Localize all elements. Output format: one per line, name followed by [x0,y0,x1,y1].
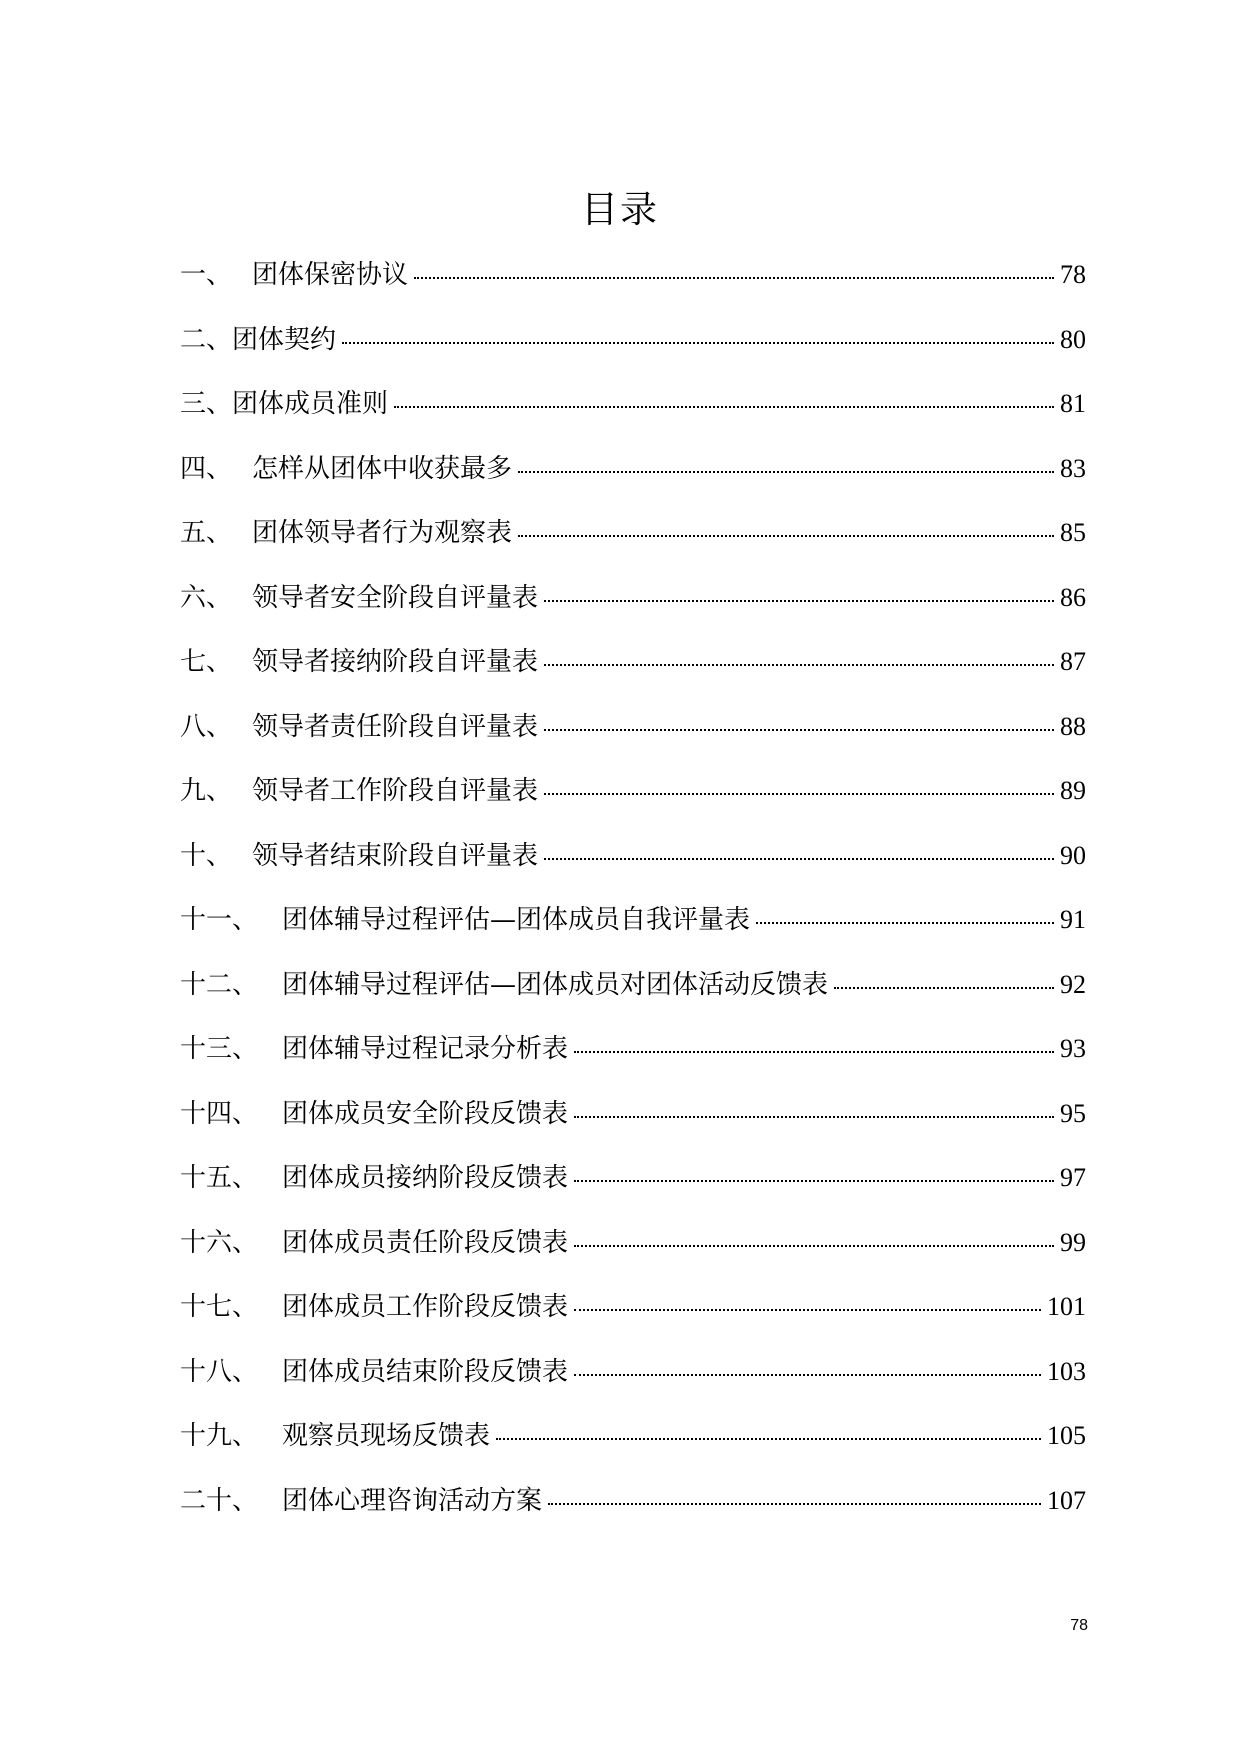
toc-entry-page: 88 [1060,711,1086,741]
toc-entry-number: 九、 [180,776,233,806]
toc-entry-page: 86 [1060,582,1086,612]
dot-leader [342,342,1054,344]
toc-entry-page: 107 [1047,1485,1086,1515]
dot-leader [574,1180,1054,1182]
toc-entry-page: 89 [1060,776,1086,805]
toc-entry[interactable] [180,963,1086,1028]
toc-entry-page: 80 [1060,324,1086,354]
footer-page-number: 78 [1070,1617,1088,1634]
toc-entry-title: 团体成员工作阶段反馈表 [282,1292,569,1322]
toc-entry-title: 领导者工作阶段自评量表 [252,776,539,806]
toc-entry[interactable] [180,834,1086,899]
toc-entry-title: 团体成员结束阶段反馈表 [282,1356,569,1387]
toc-entry-title: 领导者安全阶段自评量表 [252,582,539,613]
toc-entry[interactable] [180,640,1086,705]
toc-entry[interactable] [180,1285,1086,1350]
dot-leader [544,793,1054,795]
dot-leader [548,1503,1041,1505]
toc-entry-number: 十一、 [180,905,259,935]
toc-entry[interactable] [180,382,1086,447]
toc-entry-title: 团体成员安全阶段反馈表 [282,1098,569,1129]
toc-entry-page: 83 [1060,453,1086,483]
toc-entry[interactable] [180,898,1086,963]
toc-entry[interactable] [180,1414,1086,1479]
dot-leader [574,1245,1054,1247]
toc-entry-page: 87 [1060,647,1086,676]
toc-entry-title: 领导者结束阶段自评量表 [252,840,539,871]
dot-leader [544,729,1054,731]
toc-entry-title: 团体领导者行为观察表 [252,518,513,548]
toc-entry-number: 十四、 [180,1098,259,1129]
toc-entry-number: 五、 [180,518,233,548]
toc-entry-title: 团体成员接纳阶段反馈表 [282,1163,569,1193]
toc-entry[interactable] [180,576,1086,641]
toc-entry-title: 团体成员准则 [232,389,389,419]
toc-entry[interactable] [180,1156,1086,1221]
dot-leader [544,600,1054,602]
toc-entry-page: 91 [1060,905,1086,934]
toc-entry-page: 101 [1047,1292,1086,1321]
toc-entry-title: 团体辅导过程记录分析表 [282,1034,569,1064]
toc-entry[interactable] [180,1221,1086,1286]
toc-entry-number: 六、 [180,582,233,613]
toc-entry-number: 二十、 [180,1485,259,1516]
toc-entry-title: 团体保密协议 [252,260,409,290]
dot-leader [544,664,1054,666]
toc-entry-number: 十三、 [180,1034,259,1064]
toc-entry[interactable] [180,1479,1086,1544]
toc-entry-title: 观察员现场反馈表 [282,1421,491,1451]
toc-entry-number: 十五、 [180,1163,259,1193]
dot-leader [394,406,1054,408]
toc-entry[interactable] [180,447,1086,512]
toc-entry-title: 团体辅导过程评估—团体成员对团体活动反馈表 [282,969,829,1000]
toc-entry[interactable] [180,1092,1086,1157]
toc-entry-number: 四、 [180,453,233,484]
toc-entry-title: 团体心理咨询活动方案 [282,1485,543,1516]
toc-entry[interactable] [180,705,1086,770]
toc-entry-number: 十二、 [180,969,259,1000]
toc-entry-number: 二、 [180,324,233,355]
toc-entry-page: 90 [1060,840,1086,870]
toc-entry-page: 81 [1060,389,1086,418]
dot-leader [574,1116,1054,1118]
dot-leader [574,1051,1054,1053]
dot-leader [574,1309,1041,1311]
toc-entry-number: 十九、 [180,1421,259,1451]
dot-leader [574,1374,1041,1376]
dot-leader [756,922,1054,924]
toc-entry-page: 95 [1060,1098,1086,1128]
toc-entry-number: 八、 [180,711,233,742]
toc-entry-page: 103 [1047,1356,1086,1386]
toc-entry[interactable] [180,511,1086,576]
toc-entry-page: 105 [1047,1421,1086,1450]
toc-entry-page: 93 [1060,1034,1086,1063]
toc-entry-page: 92 [1060,969,1086,999]
toc-entry[interactable] [180,1027,1086,1092]
toc-entry-number: 十、 [180,840,233,871]
dot-leader [518,471,1054,473]
dot-leader [496,1438,1041,1440]
toc-entry[interactable] [180,769,1086,834]
toc-entry-number: 三、 [180,389,233,419]
toc-entry-title: 团体辅导过程评估—团体成员自我评量表 [282,905,751,935]
toc-entry-number: 十六、 [180,1227,259,1258]
dot-leader [414,277,1054,279]
dot-leader [518,535,1054,537]
toc-entry-number: 十八、 [180,1356,259,1387]
toc-entry-title: 团体成员责任阶段反馈表 [282,1227,569,1258]
toc-entry-number: 七、 [180,647,233,677]
toc-entry[interactable] [180,1350,1086,1415]
toc-entry-title: 团体契约 [232,324,337,355]
toc-entry-page: 78 [1060,260,1086,289]
page-title: 目录 [581,188,659,231]
table-of-contents [180,253,1086,1543]
toc-entry-title: 怎样从团体中收获最多 [252,453,513,484]
toc-entry-title: 领导者接纳阶段自评量表 [252,647,539,677]
dot-leader [834,987,1054,989]
toc-entry[interactable] [180,253,1086,318]
toc-entry-page: 99 [1060,1227,1086,1257]
toc-entry-page: 97 [1060,1163,1086,1192]
dot-leader [544,858,1054,860]
toc-entry-title: 领导者责任阶段自评量表 [252,711,539,742]
toc-entry-page: 85 [1060,518,1086,547]
toc-entry[interactable] [180,318,1086,383]
toc-entry-number: 一、 [180,260,233,290]
toc-entry-number: 十七、 [180,1292,259,1322]
